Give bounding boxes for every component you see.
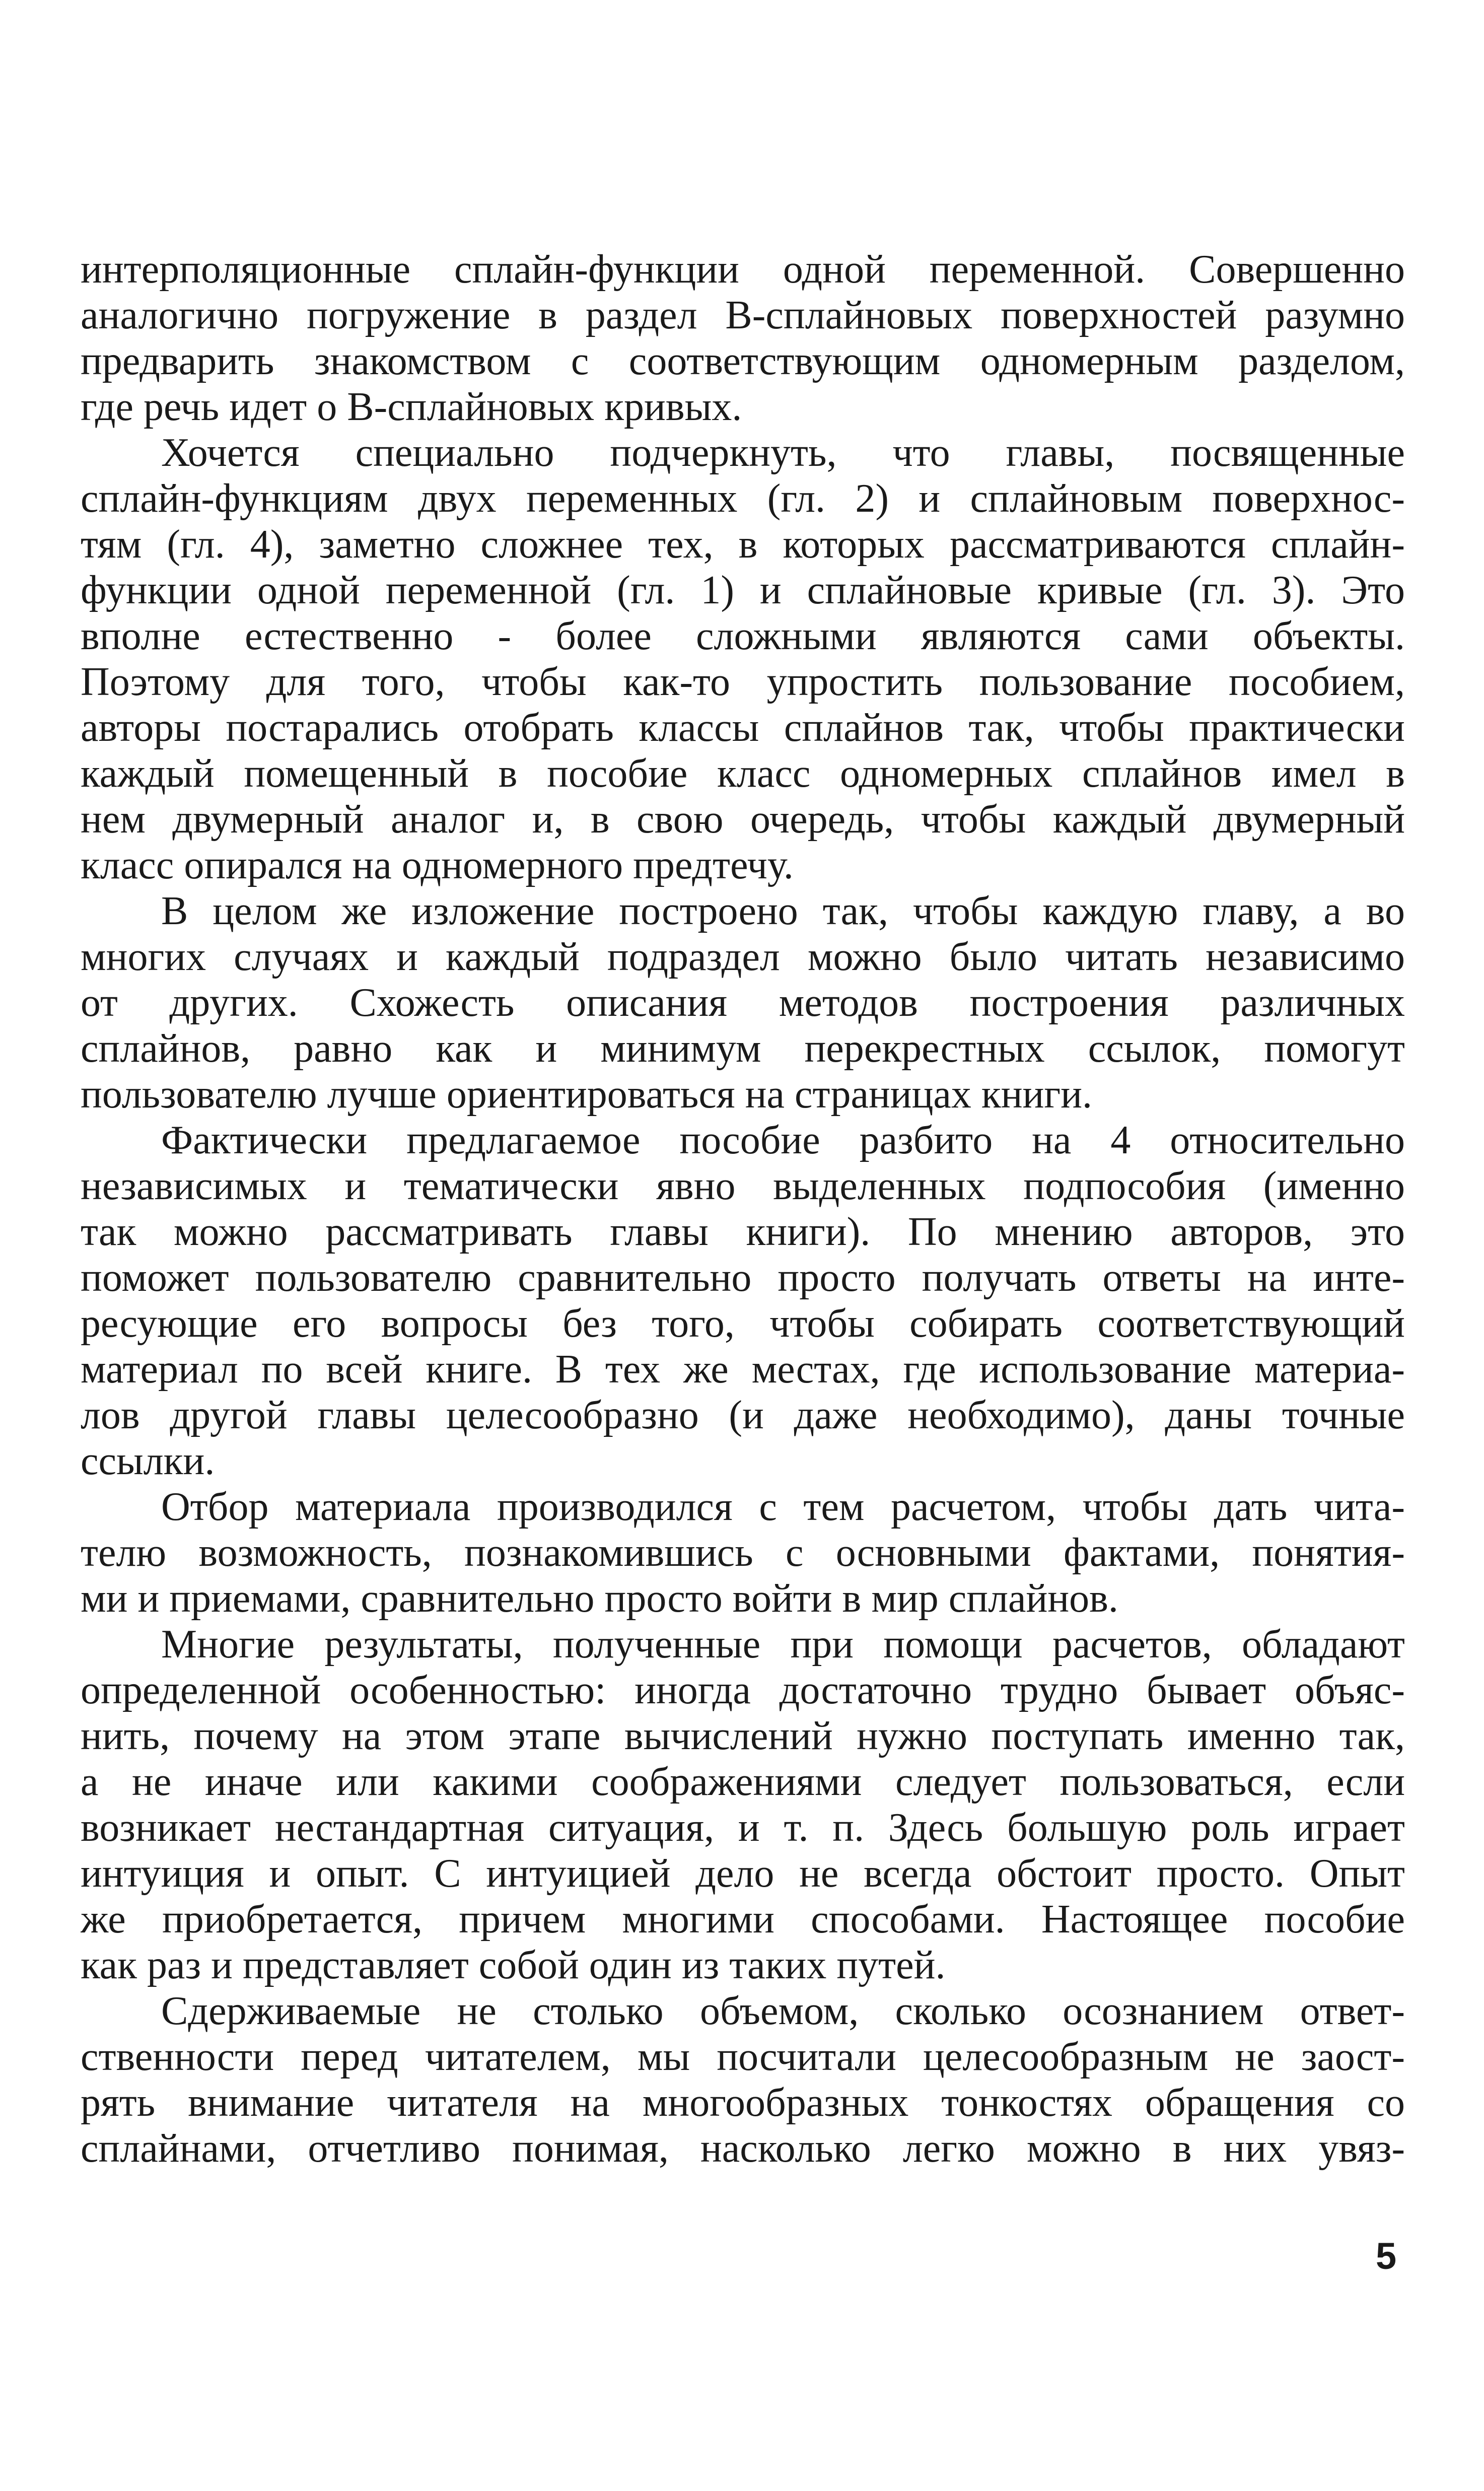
text-line: определенной особенностью: иногда достаточно трудно бывает объяс-: [81, 1668, 1405, 1712]
text-line: ресующие его вопросы без того, чтобы собирать соответствующий: [81, 1301, 1405, 1346]
text-line: Поэтому для того, чтобы как-то упростить пользование пособием,: [81, 660, 1405, 704]
text-line: сплайнов, равно как и минимум перекрестных ссылок, помогут: [81, 1026, 1405, 1071]
text-line: ми и приемами, сравнительно просто войти в мир сплайнов.: [81, 1576, 1118, 1621]
text-line: нить, почему на этом этапе вычислений нужно поступать именно так,: [81, 1714, 1405, 1758]
text-line: нем двумерный аналог и, в свою очередь, чтобы каждый двумерный: [81, 797, 1405, 842]
text-line: интерполяционные сплайн-функции одной переменной. Совершенно: [81, 247, 1405, 292]
text-line: где речь идет о В-сплайновых кривых.: [81, 385, 742, 429]
paragraph: [81, 1484, 1405, 1622]
text-line: Фактически предлагаемое пособие разбито на 4 относительно: [161, 1118, 1405, 1162]
paragraph: [81, 1988, 1405, 2172]
text-line: лов другой главы целесообразно (и даже необходимо), даны точные: [81, 1393, 1405, 1437]
text-line: Сдерживаемые не столько объемом, сколько осознанием ответ-: [161, 1989, 1405, 2033]
paragraph: [81, 888, 1405, 1118]
text-line: сплайн-функциям двух переменных (гл. 2) и сплайновым поверхнос-: [81, 476, 1405, 521]
text-line: Многие результаты, полученные при помощи расчетов, обладают: [161, 1622, 1405, 1667]
text-line: независимых и тематически явно выделенных подпособия (именно: [81, 1164, 1405, 1208]
text-line: как раз и представляет собой один из таких путей.: [81, 1943, 946, 1987]
body-text: [81, 247, 1405, 2172]
text-line: Хочется специально подчеркнуть, что главы, посвященные: [161, 431, 1405, 475]
text-line: сплайнами, отчетливо понимая, насколько легко можно в них увяз-: [81, 2126, 1405, 2171]
text-line: от других. Схожесть описания методов построения различных: [81, 981, 1405, 1025]
paragraph: [81, 430, 1405, 888]
text-line: телю возможность, познакомившись с основными фактами, понятия-: [81, 1531, 1405, 1575]
text-line: ссылки.: [81, 1439, 215, 1483]
text-line: же приобретается, причем многими способами. Настоящее пособие: [81, 1897, 1405, 1942]
paragraph: [81, 1118, 1405, 1484]
text-line: ственности перед читателем, мы посчитали целесообразным не заост-: [81, 2035, 1405, 2079]
text-line: предварить знакомством с соответствующим одномерным разделом,: [81, 339, 1405, 383]
paragraph: [81, 247, 1405, 430]
text-line: интуиция и опыт. С интуицией дело не всегда обстоит просто. Опыт: [81, 1851, 1405, 1896]
page-number: 5: [1376, 2235, 1397, 2277]
text-line: возникает нестандартная ситуация, и т. п. Здесь большую роль играет: [81, 1806, 1405, 1850]
text-line: материал по всей книге. В тех же местах, где использование материа-: [81, 1347, 1405, 1392]
text-line: аналогично погружение в раздел В-сплайновых поверхностей разумно: [81, 293, 1405, 337]
text-line: В целом же изложение построено так, чтобы каждую главу, а во: [161, 889, 1405, 933]
text-line: класс опирался на одномерного предтечу.: [81, 843, 794, 887]
text-line: многих случаях и каждый подраздел можно было читать независимо: [81, 935, 1405, 979]
text-line: Отбор материала производился с тем расчетом, чтобы дать чита-: [161, 1485, 1405, 1529]
text-line: так можно рассматривать главы книги). По мнению авторов, это: [81, 1210, 1405, 1254]
text-line: рять внимание читателя на многообразных тонкостях обращения со: [81, 2081, 1405, 2125]
paragraph: [81, 1622, 1405, 1988]
text-line: каждый помещенный в пособие класс одномерных сплайнов имел в: [81, 751, 1405, 796]
text-line: авторы постарались отобрать классы сплайнов так, чтобы практически: [81, 706, 1405, 750]
text-line: тям (гл. 4), заметно сложнее тех, в которых рассматриваются сплайн-: [81, 522, 1405, 567]
text-line: функции одной переменной (гл. 1) и сплайновые кривые (гл. 3). Это: [81, 568, 1405, 612]
text-line: вполне естественно - более сложными являются сами объекты.: [81, 614, 1405, 658]
text-line: поможет пользователю сравнительно просто получать ответы на инте-: [81, 1256, 1405, 1300]
text-line: пользователю лучше ориентироваться на страницах книги.: [81, 1072, 1093, 1117]
text-line: а не иначе или какими соображениями следует пользоваться, если: [81, 1760, 1405, 1804]
